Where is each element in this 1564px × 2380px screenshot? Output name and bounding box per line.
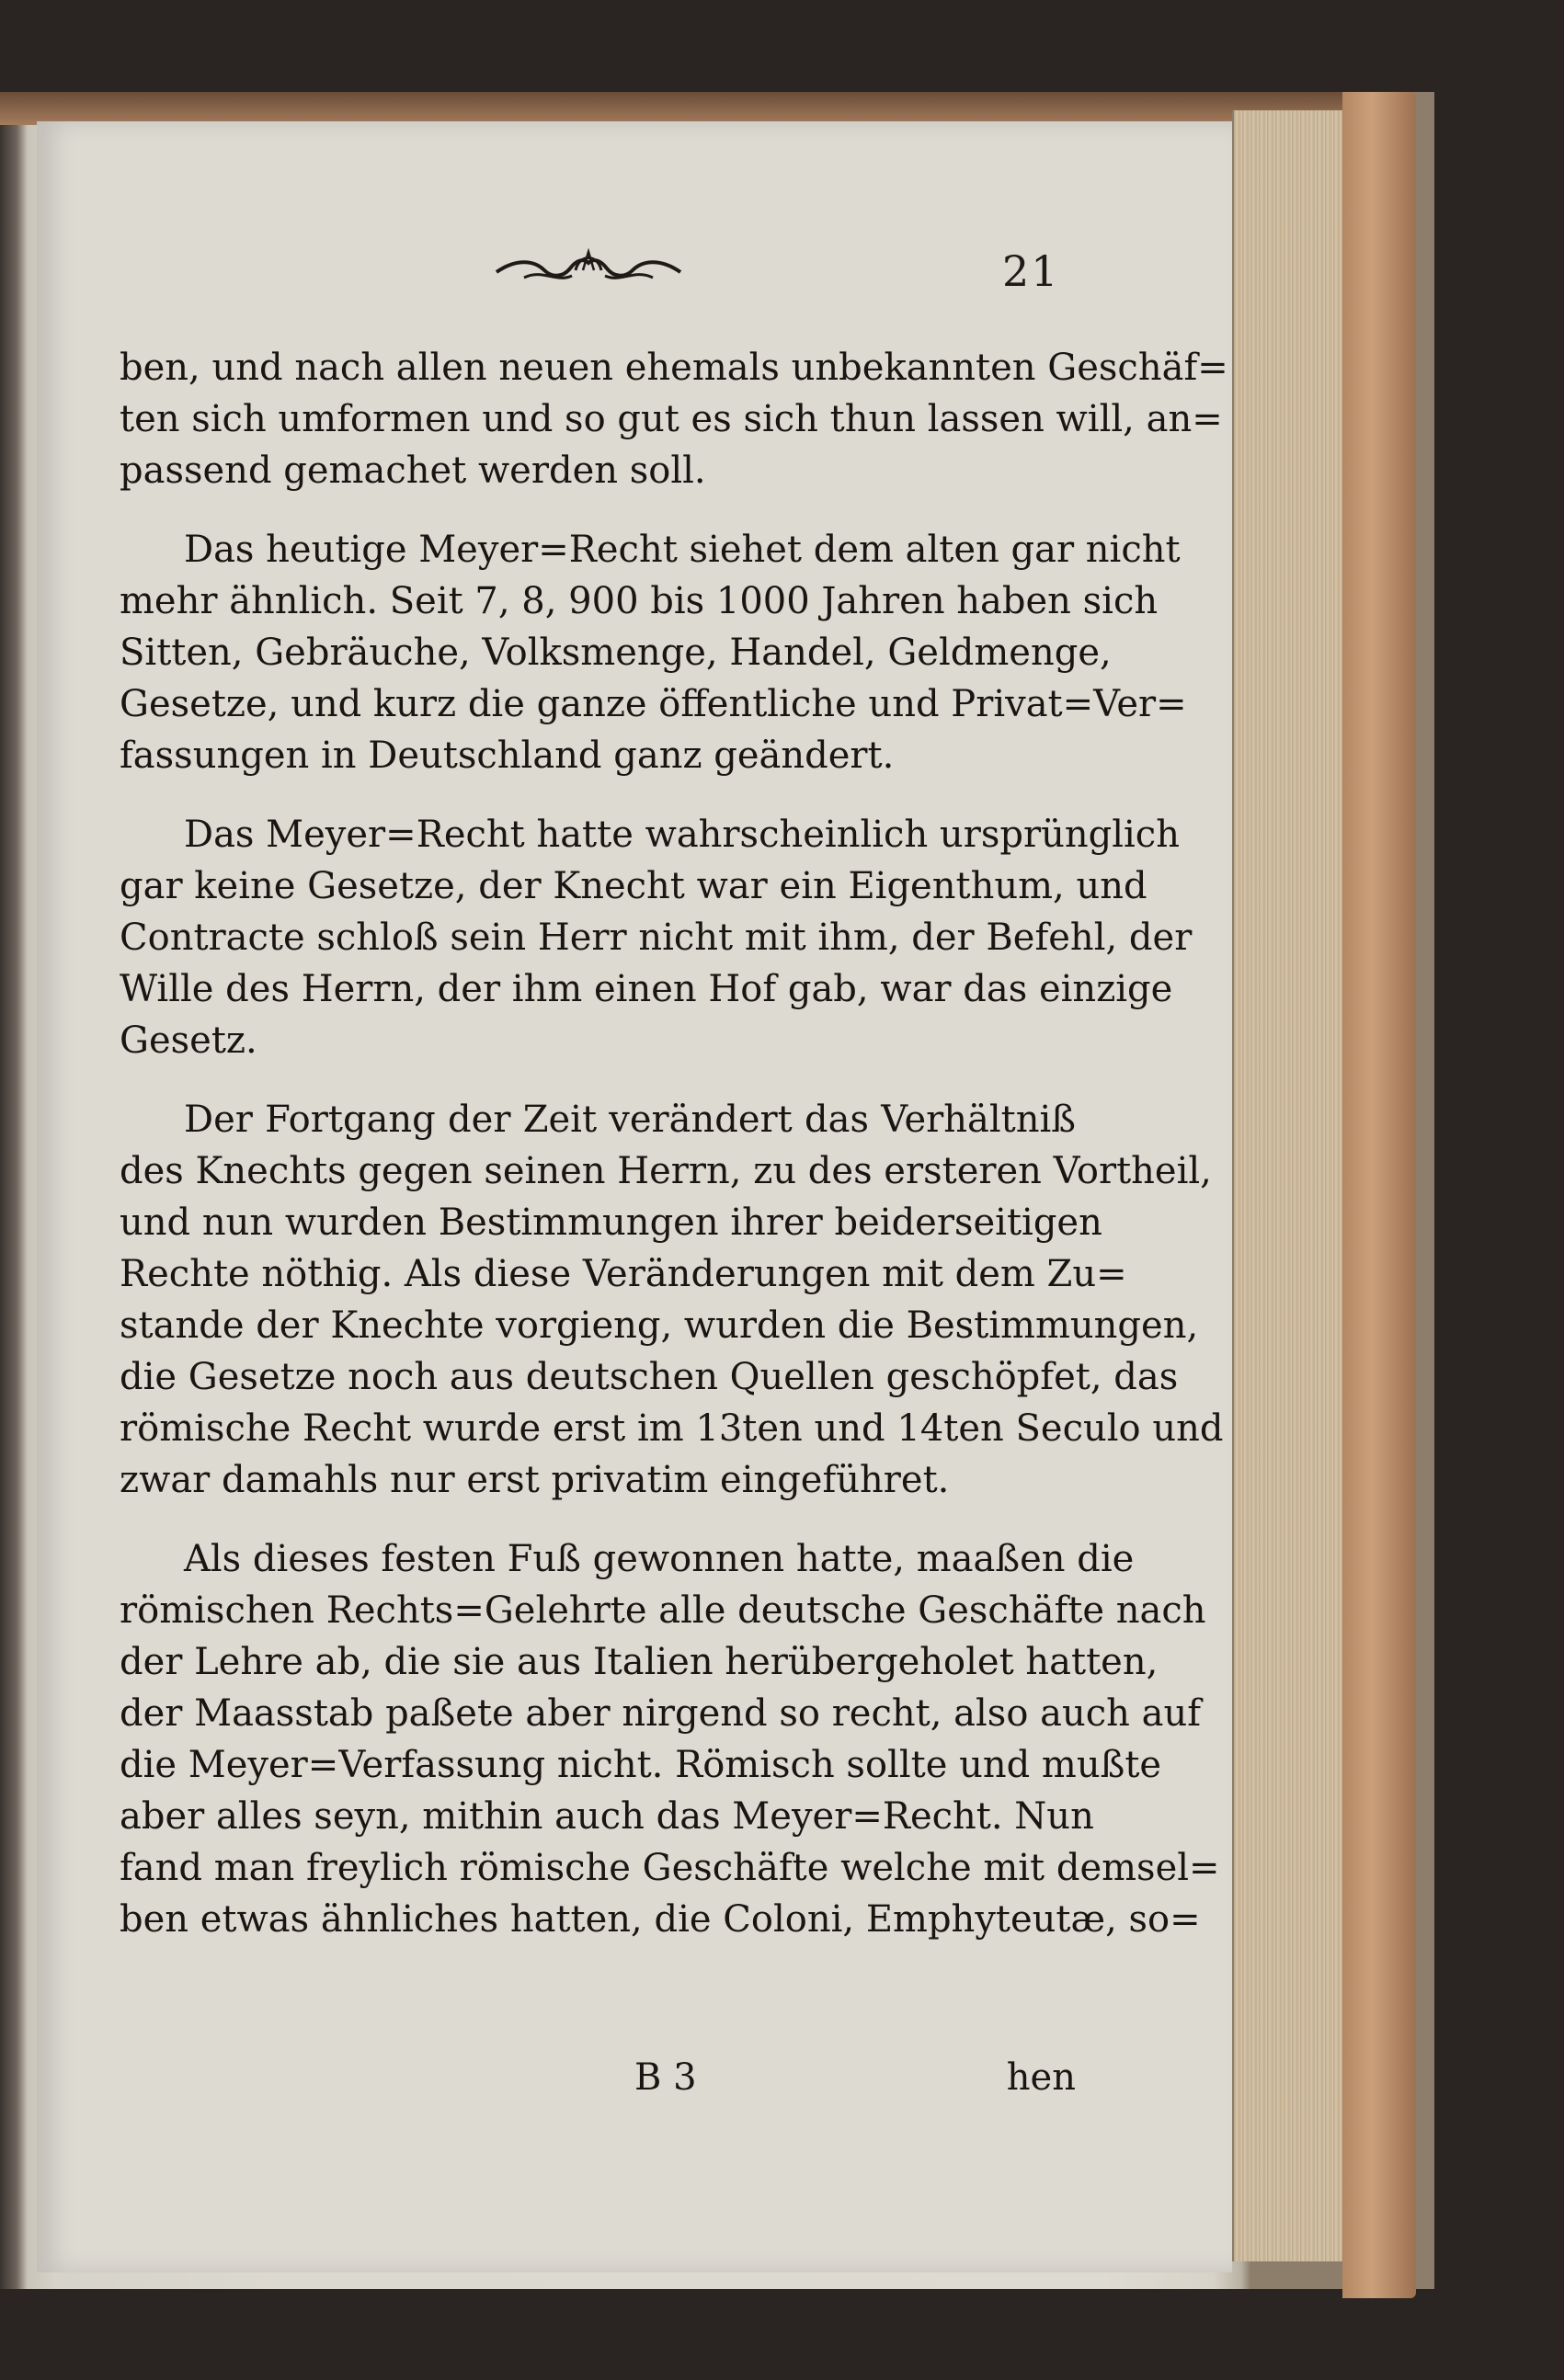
book-cover-edge [1342, 92, 1416, 2298]
text-line: mehr ähnlich. Seit 7, 8, 900 bis 1000 Jahren haben sich [120, 580, 1159, 622]
text-line: Der Fortgang der Zeit verändert das Verhältniß [184, 1099, 1076, 1141]
text-line: und nun wurden Bestimmungen ihrer beiderseitigen [120, 1201, 1102, 1244]
catchword: hen [1006, 2056, 1076, 2099]
paragraph [120, 524, 1187, 781]
text-line: die Meyer=Verfassung nicht. Römisch sollte und mußte [120, 1744, 1162, 1786]
text-line: Das Meyer=Recht hatte wahrscheinlich ursprünglich [184, 814, 1180, 856]
text-line: Wille des Herrn, der ihm einen Hof gab, war das einzige [120, 968, 1173, 1010]
text-line: römische Recht wurde erst im 13ten und 14ten Seculo und [120, 1407, 1224, 1450]
book-cover-top [0, 92, 1379, 125]
page-footer [120, 2056, 1076, 2112]
paragraph [120, 809, 1193, 1066]
body-text [120, 342, 1228, 1973]
text-line: fassungen in Deutschland ganz geändert. [120, 734, 895, 777]
text-line: Gesetz. [120, 1019, 257, 1062]
ornament-flourish-icon [487, 241, 690, 296]
page-number: 21 [1002, 246, 1060, 296]
text-line: die Gesetze noch aus deutschen Quellen geschöpfet, das [120, 1356, 1179, 1398]
text-line: Das heutige Meyer=Recht siehet dem alten gar nicht [184, 529, 1181, 571]
page-header [120, 241, 1076, 305]
text-line: römischen Rechts=Gelehrte alle deutsche Geschäfte nach [120, 1589, 1206, 1632]
text-line: Als dieses festen Fuß gewonnen hatte, maaßen die [184, 1538, 1135, 1580]
text-line: der Lehre ab, die sie aus Italien herübergeholet hatten, [120, 1641, 1159, 1683]
text-line: Sitten, Gebräuche, Volksmenge, Handel, Geldmenge, [120, 632, 1112, 674]
text-line: der Maasstab paßete aber nirgend so recht, also auch auf [120, 1692, 1202, 1735]
text-line: passend gemachet werden soll. [120, 450, 706, 492]
text-line: gar keine Gesetze, der Knecht war ein Eigenthum, und [120, 865, 1147, 907]
paragraph [120, 342, 1228, 496]
text-line: fand man freylich römische Geschäfte welche mit demsel= [120, 1847, 1220, 1889]
text-line: aber alles seyn, mithin auch das Meyer=Recht. Nun [120, 1795, 1094, 1838]
text-line: ten sich umformen und so gut es sich thun lassen will, an= [120, 398, 1223, 440]
text-line: des Knechts gegen seinen Herrn, zu des ersteren Vortheil, [120, 1150, 1212, 1192]
signature-mark: B 3 [634, 2056, 697, 2099]
paragraph [120, 1094, 1224, 1506]
text-line: zwar damahls nur erst privatim eingeführet. [120, 1459, 950, 1501]
text-line: Contracte schloß sein Herr nicht mit ihm, der Befehl, der [120, 917, 1193, 959]
text-line: Rechte nöthig. Als diese Veränderungen mit dem Zu= [120, 1253, 1127, 1295]
paragraph [120, 1533, 1220, 1945]
text-line: Gesetze, und kurz die ganze öffentliche und Privat=Ver= [120, 683, 1187, 725]
text-line: ben, und nach allen neuen ehemals unbekannten Geschäf= [120, 347, 1228, 389]
text-line: ben etwas ähnliches hatten, die Coloni, Emphyteutæ, so= [120, 1898, 1201, 1941]
book-page [37, 121, 1232, 2272]
text-line: stande der Knechte vorgieng, wurden die Bestimmungen, [120, 1304, 1199, 1347]
